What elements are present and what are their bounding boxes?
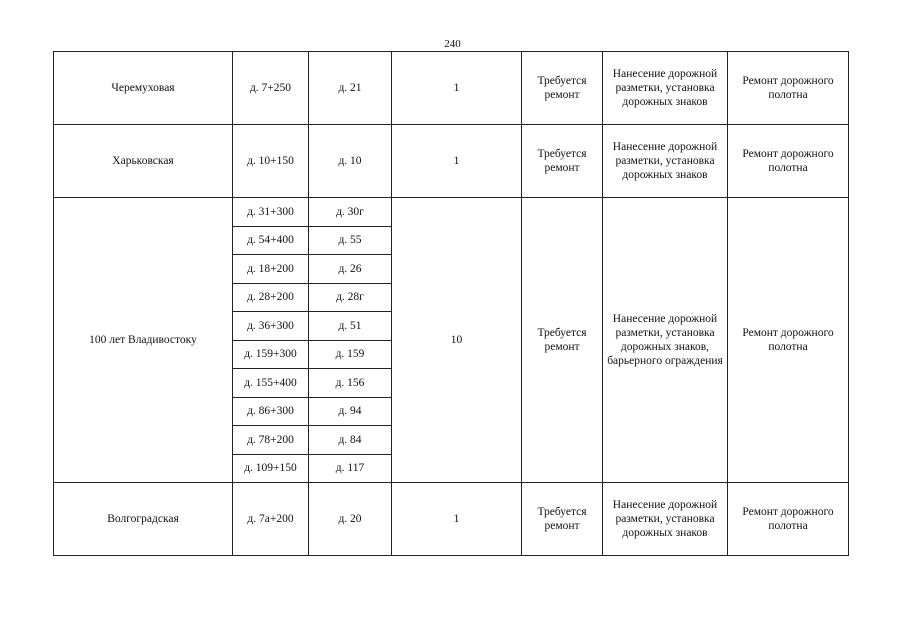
house-cell: д. 156 — [309, 369, 392, 398]
km-cell: д. 28+200 — [233, 283, 309, 312]
repair-cell: Ремонт дорожного полотна — [728, 483, 849, 556]
count-cell: 1 — [392, 52, 522, 125]
status-cell: Требуется ремонт — [522, 52, 603, 125]
works-cell: Нанесение дорожной разметки, установка дорожных знаков, барьерного ограждения — [603, 198, 728, 483]
table-row — [54, 52, 849, 125]
table-row — [54, 125, 849, 198]
house-cell: д. 94 — [309, 397, 392, 426]
table-row — [54, 483, 849, 556]
km-cell: д. 7+250 — [233, 52, 309, 125]
count-cell: 1 — [392, 483, 522, 556]
repair-cell: Ремонт дорожного полотна — [728, 198, 849, 483]
house-cell: д. 159 — [309, 340, 392, 369]
page-number: 240 — [444, 38, 461, 50]
house-cell: д. 51 — [309, 312, 392, 341]
works-cell: Нанесение дорожной разметки, установка дорожных знаков — [603, 52, 728, 125]
km-cell: д. 31+300 — [233, 198, 309, 227]
km-cell: д. 54+400 — [233, 226, 309, 255]
house-cell: д. 117 — [309, 454, 392, 483]
works-cell: Нанесение дорожной разметки, установка дорожных знаков — [603, 483, 728, 556]
count-cell: 10 — [392, 198, 522, 483]
km-cell: д. 159+300 — [233, 340, 309, 369]
km-cell: д. 7а+200 — [233, 483, 309, 556]
status-cell: Требуется ремонт — [522, 125, 603, 198]
status-cell: Требуется ремонт — [522, 198, 603, 483]
status-cell: Требуется ремонт — [522, 483, 603, 556]
house-cell: д. 28г — [309, 283, 392, 312]
roads-table — [53, 51, 849, 556]
street-cell: 100 лет Владивостоку — [54, 198, 233, 483]
works-cell: Нанесение дорожной разметки, установка дорожных знаков — [603, 125, 728, 198]
km-cell: д. 10+150 — [233, 125, 309, 198]
km-cell: д. 86+300 — [233, 397, 309, 426]
house-cell: д. 26 — [309, 255, 392, 284]
street-cell: Черемуховая — [54, 52, 233, 125]
count-cell: 1 — [392, 125, 522, 198]
street-cell: Харьковская — [54, 125, 233, 198]
repair-cell: Ремонт дорожного полотна — [728, 125, 849, 198]
km-cell: д. 18+200 — [233, 255, 309, 284]
house-cell: д. 84 — [309, 426, 392, 455]
house-cell: д. 20 — [309, 483, 392, 556]
house-cell: д. 30г — [309, 198, 392, 227]
street-cell: Волгоградская — [54, 483, 233, 556]
km-cell: д. 36+300 — [233, 312, 309, 341]
house-cell: д. 10 — [309, 125, 392, 198]
house-cell: д. 21 — [309, 52, 392, 125]
km-cell: д. 155+400 — [233, 369, 309, 398]
table-row — [54, 198, 849, 227]
km-cell: д. 78+200 — [233, 426, 309, 455]
km-cell: д. 109+150 — [233, 454, 309, 483]
house-cell: д. 55 — [309, 226, 392, 255]
repair-cell: Ремонт дорожного полотна — [728, 52, 849, 125]
